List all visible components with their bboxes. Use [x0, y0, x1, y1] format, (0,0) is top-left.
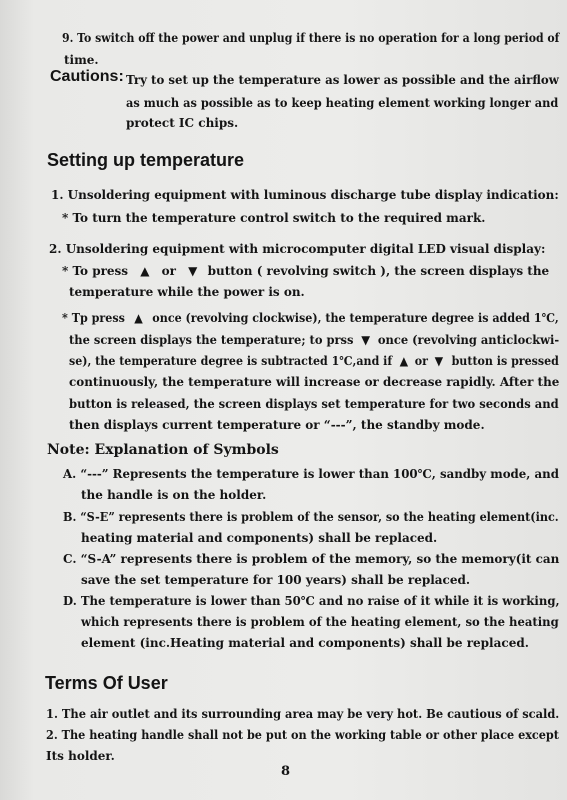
- p2-or: or: [414, 354, 428, 368]
- note-a-line-2: the handle is on the holder.: [81, 488, 267, 502]
- up-arrow-icon: ▲: [399, 354, 409, 368]
- down-arrow-icon: ▼: [434, 354, 444, 368]
- item-9-line-2: time.: [64, 53, 99, 67]
- setting-item-2-p1-line-2: temperature while the power is on.: [69, 285, 305, 299]
- page-number: 8: [281, 764, 291, 779]
- setting-item-2-p2-line-3: [69, 354, 559, 368]
- p1-text-a: * To press: [62, 264, 129, 278]
- up-arrow-icon: ▲: [134, 311, 143, 325]
- p2-line-3-a: se), the temperature degree is subtracted 1℃,and if: [69, 354, 393, 368]
- terms-item-1: 1. The air outlet and its surrounding area may be very hot. Be cautious of scald.: [46, 707, 560, 721]
- p1-or: or: [161, 264, 176, 278]
- setting-item-2-p2-line-6: then displays current temperature or “---”, the standby mode.: [69, 418, 485, 432]
- setting-item-2-p2-line-5: button is released, the screen displays set temperature for two seconds and: [69, 397, 559, 411]
- note-a-line-1: A. “---” Represents the temperature is lower than 100℃, sandby mode, and: [63, 467, 559, 481]
- note-d-line-1: D. The temperature is lower than 50℃ and no raise of it while it is working,: [63, 594, 560, 608]
- note-c-line-2: save the set temperature for 100 years) shall be replaced.: [81, 573, 471, 587]
- p2-line-2-b: once (revolving anticlockwi-: [377, 333, 560, 347]
- setting-item-2-line-1: 2. Unsoldering equipment with microcomputer digital LED visual display:: [49, 242, 546, 256]
- note-c-line-1: C. “S-A” represents there is problem of the memory, so the memory(it can: [63, 552, 560, 566]
- note-b-line-1: B. “S-E” represents there is problem of the sensor, so the heating element(inc.: [63, 510, 559, 524]
- note-heading: Note: Explanation of Symbols: [47, 442, 279, 458]
- cautions-line-1: Try to set up the temperature as lower as possible and the airflow: [126, 73, 559, 87]
- setting-item-2-p1-line-1: [62, 264, 549, 278]
- down-arrow-icon: ▼: [361, 333, 371, 347]
- section-heading-setting-temperature: Setting up temperature: [47, 150, 245, 170]
- note-d-line-2: which represents there is problem of the heating element, so the heating: [81, 615, 559, 629]
- setting-item-2-p2-line-2: [69, 333, 559, 347]
- terms-item-2-line-1: 2. The heating handle shall not be put on the working table or other place except: [46, 728, 559, 742]
- section-heading-terms-of-user: Terms Of User: [45, 673, 168, 693]
- terms-item-2-line-2: Its holder.: [46, 749, 115, 763]
- p2-line-3-b: button is pressed: [451, 354, 559, 368]
- p2-line-2-a: the screen displays the temperature; to prss: [69, 333, 354, 347]
- p2-text-a: * Tp press: [62, 311, 125, 325]
- note-d-line-3: element (inc.Heating material and components) shall be replaced.: [81, 636, 529, 650]
- cautions-line-2: as much as possible as to keep heating element working longer and: [126, 96, 559, 110]
- p1-text-b: button ( revolving switch ), the screen displays the: [207, 264, 550, 278]
- setting-item-2-p2-line-4: continuously, the temperature will increase or decrease rapidly. After the: [69, 375, 560, 389]
- item-9-line-1: 9. To switch off the power and unplug if there is no operation for a long period of: [62, 31, 560, 45]
- note-b-line-2: heating material and components) shall be replaced.: [81, 531, 438, 545]
- setting-item-1-line-2: * To turn the temperature control switch to the required mark.: [62, 211, 486, 225]
- p2-text-b: once (revolving clockwise), the temperature degree is added 1℃,: [152, 311, 559, 325]
- setting-item-1-line-1: 1. Unsoldering equipment with luminous discharge tube display indication:: [51, 188, 559, 202]
- down-arrow-icon: ▼: [188, 264, 198, 278]
- cautions-label: Cautions:: [50, 68, 124, 85]
- cautions-line-3: protect IC chips.: [126, 116, 239, 130]
- setting-item-2-p2-line-1: [62, 311, 559, 325]
- up-arrow-icon: ▲: [140, 264, 150, 278]
